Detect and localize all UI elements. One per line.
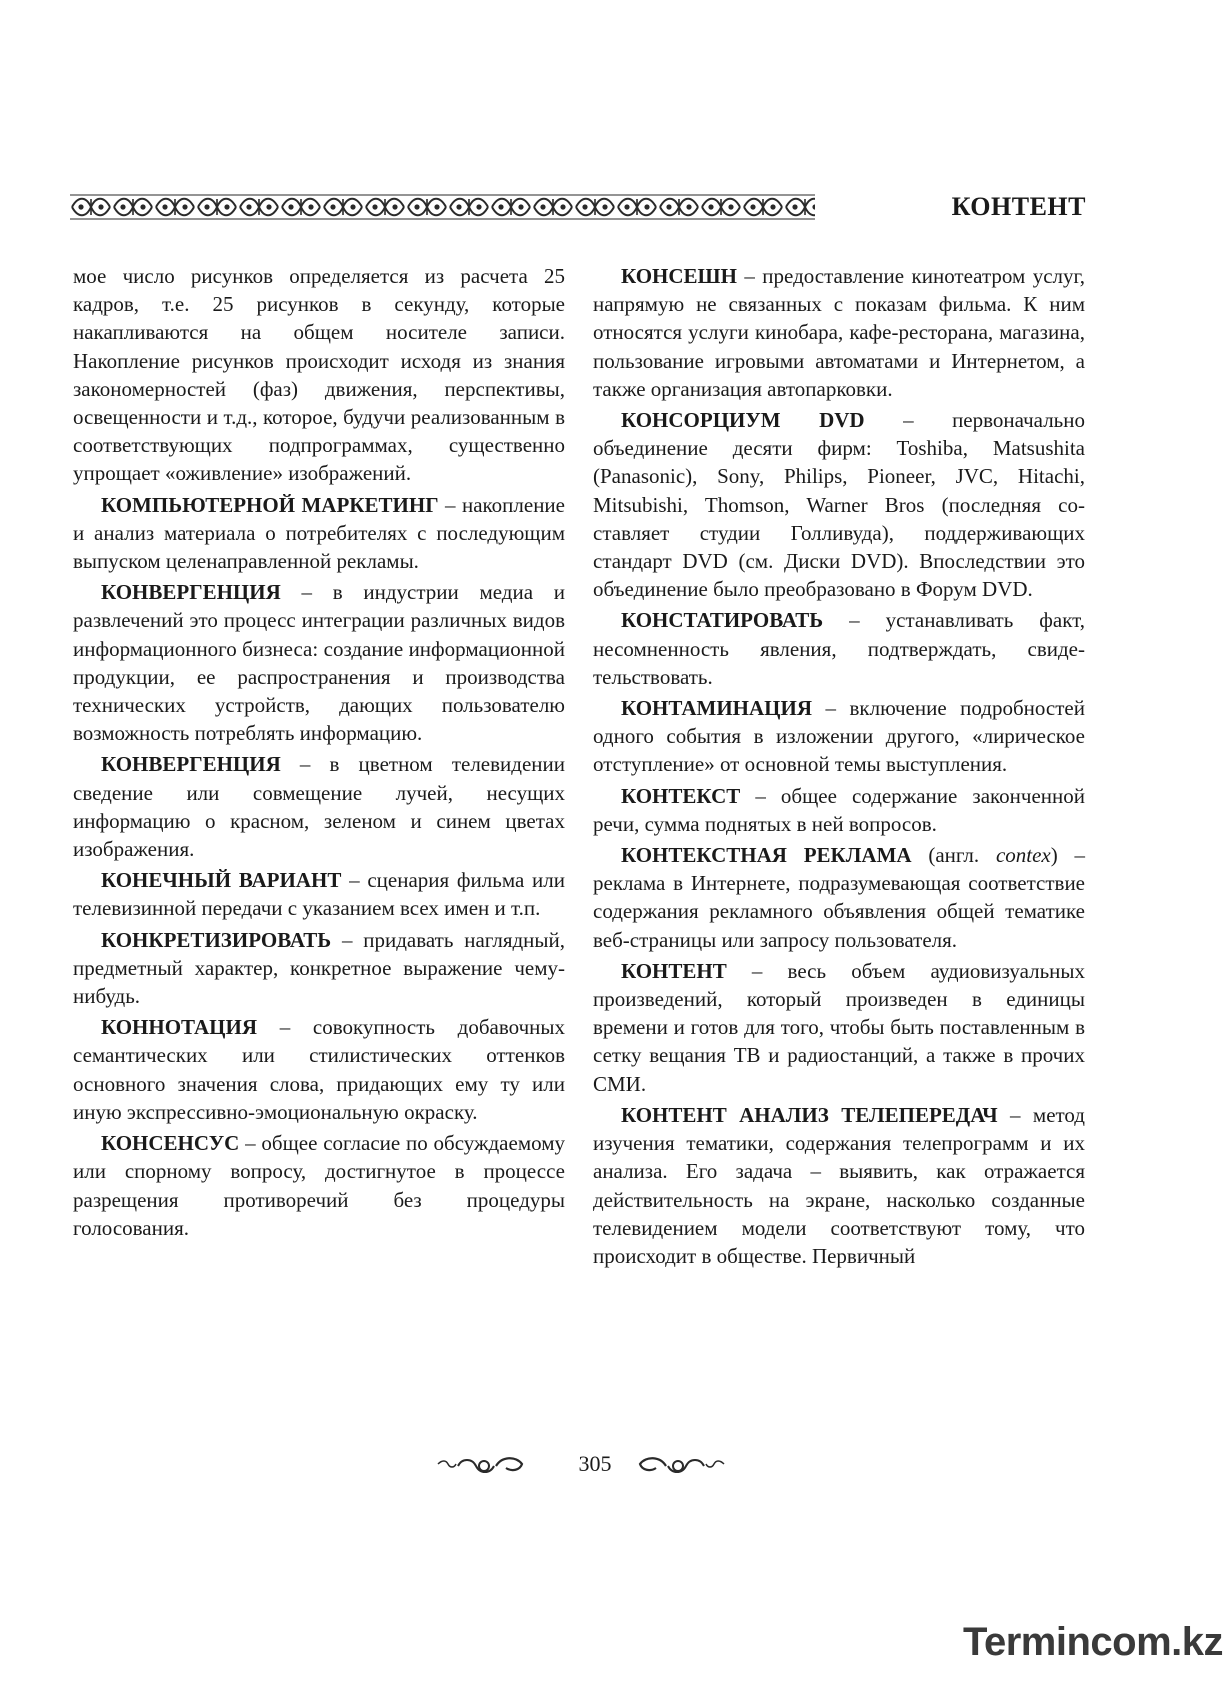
dictionary-entry bbox=[73, 578, 565, 747]
entry-definition: – метод изучения тематики, содержания телепрограмм и их анализа. Его задача – выявить, как отражается действительность на экране, насколько созданные телевидением модели соответствуют тому, что происходит в обществе. Первичный bbox=[593, 1102, 1085, 1268]
entry-definition: – в индустрии медиа и развлечений это процесс интеграции различных видов информационного бизнеса: создание информационной продукции, ее распространения и производства технических устройств, дающих пользователю возможность потреблять информацию. bbox=[73, 580, 565, 746]
entry-definition: – предоставление кинотеатром услуг, напрямую не связанных с показам фильма. К ним относятся услуги кинобара, кафе-ресторана, магазина, пользование игровыми автоматами и Интернетом, а также организация автопарковки. bbox=[593, 264, 1085, 401]
entry-term: КОНВЕРГЕНЦИЯ bbox=[101, 752, 281, 777]
entry-term: КОНСЕНСУС bbox=[101, 1131, 240, 1156]
entry-term: КОНСТАТИРОВАТЬ bbox=[621, 608, 824, 633]
entry-definition: – включение подробностей одного события в изложении другого, «лирическое отступление» от основной темы выступления. bbox=[593, 696, 1085, 777]
entry-term: КОНТЕНТ bbox=[621, 958, 727, 983]
dictionary-entry bbox=[73, 1129, 565, 1242]
entry-definition: – придавать наглядный, предметный характер, конкретное выражение чему-нибудь. bbox=[73, 927, 565, 1009]
footer-ornament-right-icon bbox=[636, 1454, 726, 1478]
left-column bbox=[73, 262, 565, 1242]
dictionary-entry bbox=[593, 694, 1085, 779]
dictionary-entry bbox=[73, 1013, 565, 1126]
entry-term: КОНСЕШН bbox=[621, 264, 737, 288]
entry-definition: – весь объем аудиовизуальных произведений, который произведен в единицы времени и готов для того, чтобы быть поставленным в сетку вещания ТВ и радиостанций, а также в прочих СМИ. bbox=[593, 958, 1085, 1096]
entry-definition: – общее согласие по обсуждаемому или спорному вопросу, достигнутое в процессе разрещения противоречий без процедуры голосования. bbox=[73, 1131, 565, 1240]
header-title: КОНТЕНТ bbox=[951, 192, 1086, 221]
running-header bbox=[70, 190, 1086, 226]
page-number: 305 bbox=[578, 1451, 612, 1476]
entry-pre: (англ. bbox=[911, 843, 996, 868]
entry-term: КОННОТАЦИЯ bbox=[101, 1015, 258, 1040]
right-column bbox=[593, 262, 1085, 1270]
dictionary-entry bbox=[593, 406, 1085, 603]
entry-italic: contex bbox=[995, 843, 1051, 868]
entry-definition: – совокупность добавочных семантических или стилистических оттенков основного значения слова, придающих ему ту или иную экспрессивно-эмоциональную окраску. bbox=[73, 1015, 565, 1124]
dictionary-entry bbox=[593, 606, 1085, 691]
dictionary-entry bbox=[73, 926, 565, 1011]
paragraph-continuation bbox=[73, 262, 565, 488]
entry-term: КОНВЕРГЕНЦИЯ bbox=[101, 580, 281, 605]
entry-definition: – устанавливать факт, несомненность явления, подтверждать, свидетельствовать. bbox=[593, 608, 1085, 689]
dictionary-entry bbox=[593, 782, 1085, 838]
ornament-band bbox=[70, 194, 815, 220]
page-footer bbox=[0, 1448, 1191, 1488]
entry-definition: – сценария фильма или телевизинной передачи с указанием всех имен и т.п. bbox=[73, 868, 565, 921]
entry-term: КОНТЕНТ АНАЛИЗ ТЕЛЕПЕРЕДАЧ bbox=[621, 1102, 998, 1127]
entry-definition: – накопление и анализ материала о потребителях с последующим выпуском целенаправленной рекламы. bbox=[73, 492, 565, 574]
watermark-logo: Termincom.kz bbox=[963, 1620, 1223, 1664]
entry-term: КОНЕЧНЫЙ ВАРИАНТ bbox=[101, 868, 342, 893]
dictionary-entry bbox=[593, 841, 1085, 954]
entry-term: КОНТЕКСТ bbox=[621, 783, 741, 808]
dictionary-entry bbox=[593, 1101, 1085, 1270]
ornament-border-icon bbox=[70, 194, 815, 220]
entry-term: КОНСОРЦИУМ DVD bbox=[621, 408, 865, 433]
dictionary-entry bbox=[73, 866, 565, 922]
entry-term: КОМПЬЮТЕРНОЙ МАРКЕТИНГ bbox=[101, 492, 439, 517]
entry-definition: – в цветном телевидении сведение или совмещение лучей, несущих информацию о красном, зеленом и синем цветах изображения. bbox=[73, 752, 565, 862]
entry-definition: – первоначально объединение десяти фирм: Toshiba, Matsushita (Panasonic), Sony, Philips, Pioneer, JVC, Hitachi, Mitsubishi, Thomson, Warner Bros (последняя составляет студии Голливуда), поддерживающих стандарт DVD (см. Диски DVD). Впоследствии это объединение было преобразовано в Форум DVD. bbox=[593, 408, 1085, 602]
entry-definition: – общее содержание законченной речи, сумма поднятых в ней вопросов. bbox=[593, 783, 1085, 836]
dictionary-entry bbox=[593, 957, 1085, 1098]
entry-term: КОНТАМИНАЦИЯ bbox=[621, 696, 812, 721]
entry-definition: ) – реклама в Интернете, подразумевающая соответствие содержания рекламного объявления общей тематике веб-страницы или запросу пользователя. bbox=[593, 843, 1085, 952]
paragraph-text: мое число рисунков определяется из расчета 25 кадров, т.е. 25 рисунков в секунду, которые накапливаются на общем носителе записи. Накопление рисунков происходит исходя из знания закономерностей (фаз) движения, перспективы, освещенности и т.д., которое, будучи реализованным в соответствующих подпрограммах, существенно упрощает «оживление» изображений. bbox=[73, 264, 565, 486]
dictionary-entry bbox=[73, 750, 565, 863]
entry-term: КОНТЕКСТНАЯ РЕКЛАМА bbox=[621, 843, 912, 868]
dictionary-entry bbox=[73, 491, 565, 576]
footer-ornament-left-icon bbox=[436, 1454, 526, 1478]
dictionary-entry bbox=[593, 262, 1085, 403]
entry-term: КОНКРЕТИЗИРОВАТЬ bbox=[101, 927, 332, 952]
